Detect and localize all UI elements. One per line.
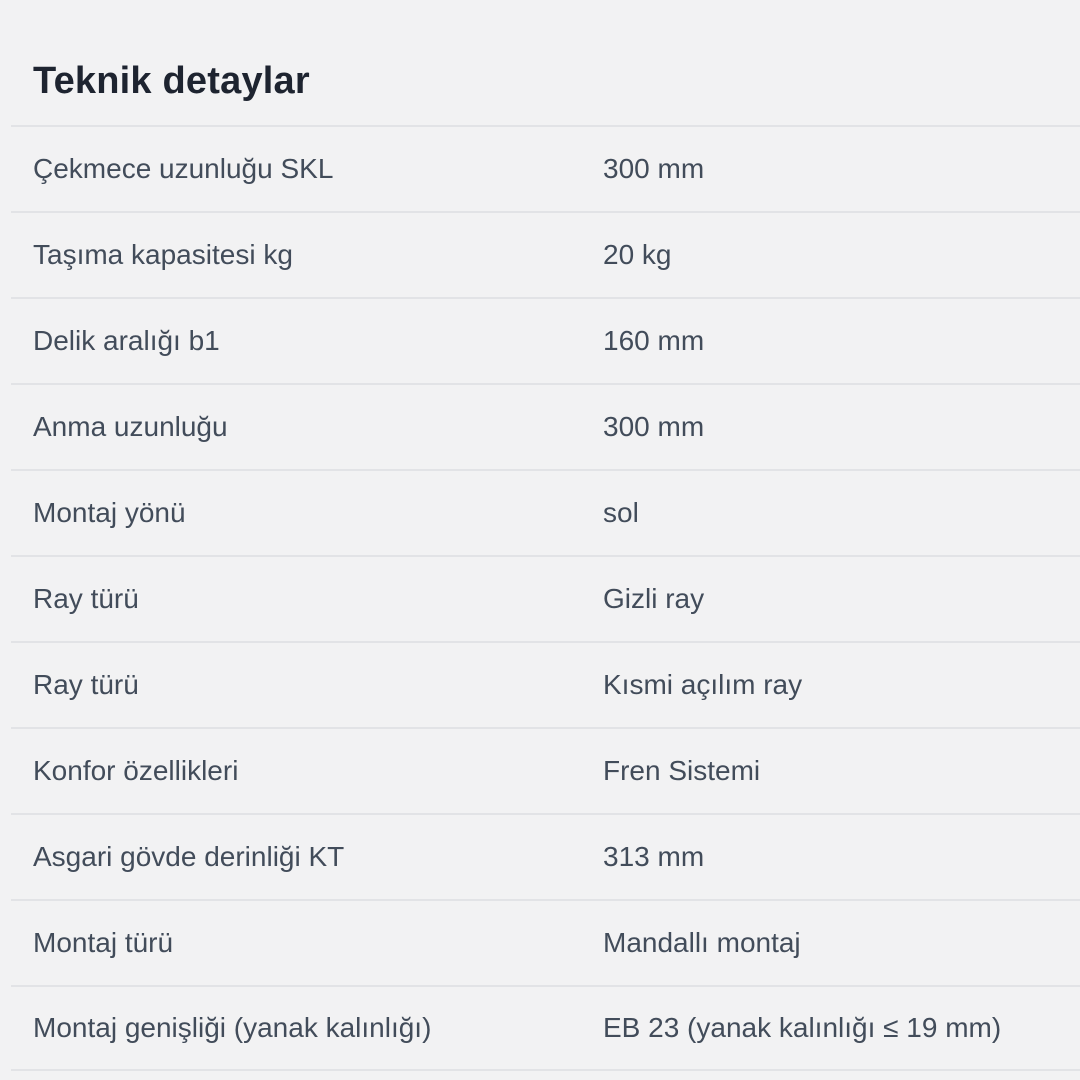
spec-label: Delik aralığı b1 bbox=[33, 325, 220, 356]
spec-value: Gizli ray bbox=[603, 583, 705, 614]
table-row bbox=[11, 641, 1080, 727]
spec-value: Kısmi açılım ray bbox=[603, 669, 803, 700]
spec-value: sol bbox=[603, 497, 639, 528]
spec-label: Taşıma kapasitesi kg bbox=[33, 239, 293, 270]
spec-value: Mandallı montaj bbox=[603, 927, 801, 958]
spec-label: Ray türü bbox=[33, 669, 139, 700]
spec-label: Montaj genişliği (yanak kalınlığı) bbox=[33, 1012, 432, 1043]
table-row bbox=[11, 383, 1080, 469]
spec-value: EB 23 (yanak kalınlığı ≤ 19 mm) bbox=[603, 1012, 1002, 1043]
spec-value: Fren Sistemi bbox=[603, 755, 761, 786]
table-row bbox=[11, 727, 1080, 813]
spec-value: 300 mm bbox=[603, 411, 705, 442]
table-row bbox=[11, 125, 1080, 211]
table-row bbox=[11, 211, 1080, 297]
table-row bbox=[11, 297, 1080, 383]
spec-table bbox=[11, 125, 1080, 1071]
spec-label: Montaj türü bbox=[33, 927, 174, 958]
spec-label: Asgari gövde derinliği KT bbox=[33, 841, 345, 872]
spec-label: Çekmece uzunluğu SKL bbox=[33, 153, 334, 184]
table-row bbox=[11, 555, 1080, 641]
table-row bbox=[11, 899, 1080, 985]
spec-value: 313 mm bbox=[603, 841, 705, 872]
table-row bbox=[11, 985, 1080, 1071]
spec-label: Anma uzunluğu bbox=[33, 411, 228, 442]
spec-value: 20 kg bbox=[603, 239, 672, 270]
spec-label: Ray türü bbox=[33, 583, 139, 614]
spec-label: Montaj yönü bbox=[33, 497, 186, 528]
spec-value: 300 mm bbox=[603, 153, 705, 184]
spec-label: Konfor özellikleri bbox=[33, 755, 239, 786]
table-row bbox=[11, 469, 1080, 555]
table-row bbox=[11, 813, 1080, 899]
spec-value: 160 mm bbox=[603, 325, 705, 356]
page-title: Teknik detaylar bbox=[33, 59, 310, 102]
